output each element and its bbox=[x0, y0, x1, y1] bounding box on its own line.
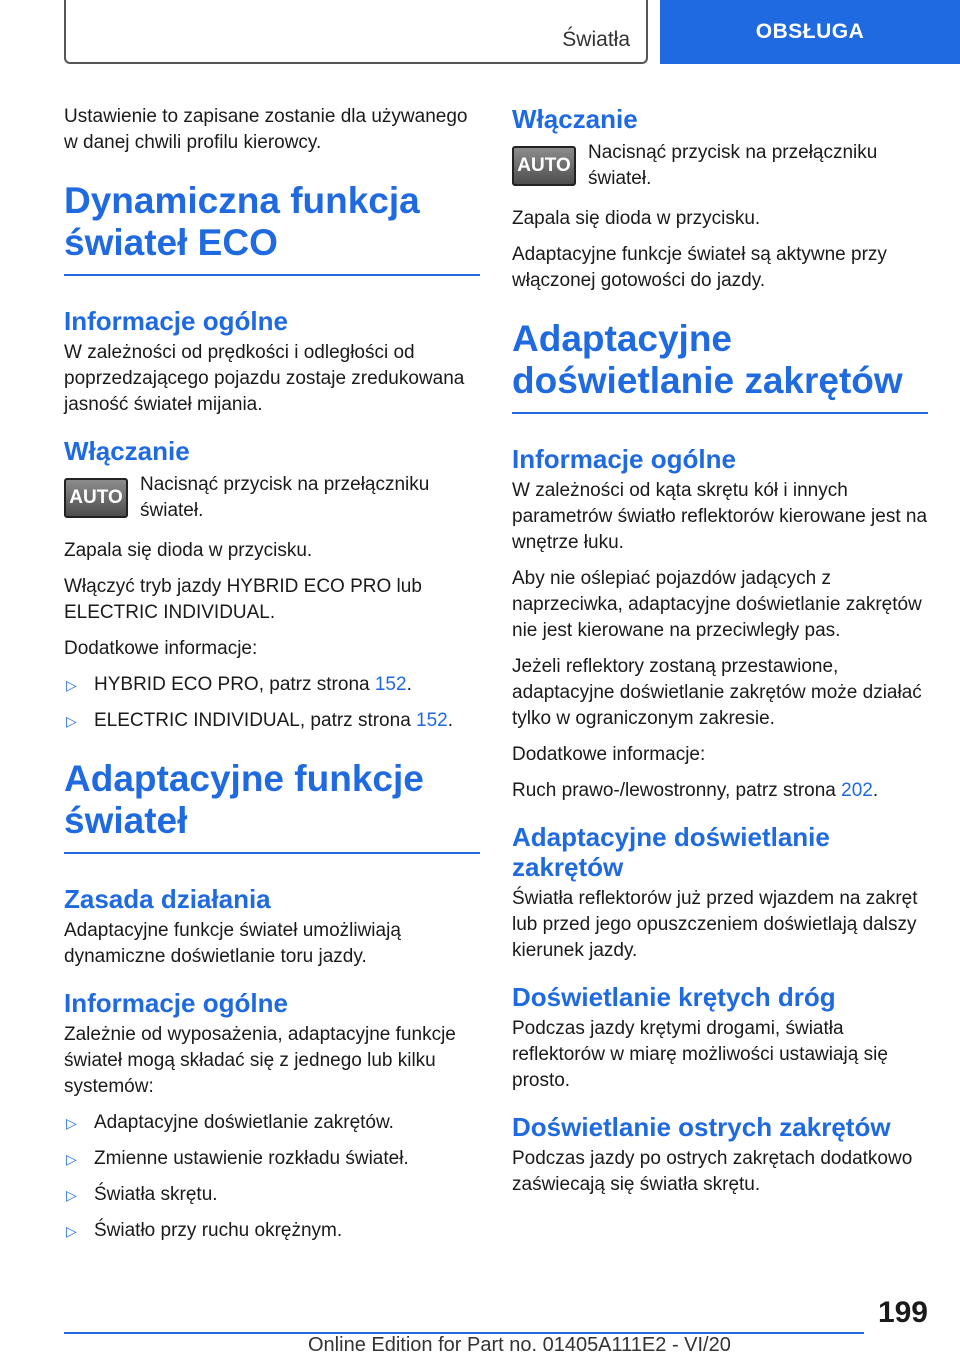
triangle-bullet-icon: ▷ bbox=[66, 1223, 77, 1239]
triangle-bullet-icon: ▷ bbox=[66, 1187, 77, 1203]
left-column bbox=[64, 104, 480, 1254]
intro-text: Ustawienie to zapisane zostanie dla używanego w danej chwili profilu kierowcy. bbox=[64, 106, 468, 153]
auto-button-icon: AUTO bbox=[64, 478, 128, 518]
list-item: ▷ HYBRID ECO PRO, patrz strona 152. bbox=[64, 672, 480, 698]
more-info-label: Dodatkowe informacje: bbox=[512, 744, 706, 765]
sharp-bends-text: Podczas jazdy po ostrych zakrętach dodatkowo zaświecają się światła skrętu. bbox=[512, 1148, 913, 1195]
page-link[interactable]: 152 bbox=[416, 710, 448, 731]
heading-adaptive-lights: Adaptacyjne funkcje świateł bbox=[64, 758, 480, 854]
heading-principle: Zasada działania bbox=[64, 884, 271, 914]
active-text: Adaptacyjne funkcje świateł są aktywne przy włączonej gotowości do jazdy. bbox=[512, 244, 887, 291]
traffic-reference: Ruch prawo-/lewostronny, patrz strona 202. bbox=[512, 780, 879, 801]
right-column bbox=[512, 104, 928, 1208]
auto-instruction bbox=[512, 140, 928, 192]
list-item: ▷ ELECTRIC INDIVIDUAL, patrz strona 152. bbox=[64, 708, 480, 734]
heading-sharp-bends: Doświetlanie ostrych zakrętów bbox=[512, 1112, 891, 1142]
systems-list bbox=[64, 1110, 480, 1244]
adjust-text: Jeżeli reflektory zostaną przestawione, adaptacyjne doświetlanie zakrętów może działać tylko w ograniczonym zakresie. bbox=[512, 656, 922, 729]
triangle-bullet-icon: ▷ bbox=[66, 677, 77, 693]
auto-instruction bbox=[64, 472, 480, 524]
list-item: ▷ Światła skrętu. bbox=[64, 1182, 480, 1208]
heading-activation-eco: Włączanie bbox=[64, 436, 190, 466]
heading-activation-adaptive: Włączanie bbox=[512, 104, 638, 134]
list-item: ▷ Zmienne ustawienie rozkładu świateł. bbox=[64, 1146, 480, 1172]
header-chapter-tab: OBSŁUGA bbox=[660, 0, 960, 64]
heading-info-eco: Informacje ogólne bbox=[64, 306, 288, 336]
footer-edition: Online Edition for Part no. 01405A111E2 - VI/20 bbox=[308, 1334, 731, 1356]
page-link[interactable]: 152 bbox=[374, 674, 407, 695]
heading-cornering: Adaptacyjne doświetlanie zakrętów bbox=[512, 318, 928, 414]
header-section-title: Światła bbox=[562, 28, 630, 51]
auto-instruction-text: Nacisnąć przycisk na przełączniku świateł. bbox=[140, 474, 430, 521]
info-eco-text: W zależności od prędkości i odległości od poprzedzającego pojazdu zostaje zredukowana jasność świateł mijania. bbox=[64, 342, 465, 415]
info-adaptive-text: Zależnie od wyposażenia, adaptacyjne funkcje świateł mogą składać się z jednego lub kilku systemów: bbox=[64, 1024, 456, 1097]
heading-adaptive-cornering: Adaptacyjne doświetlanie zakrętów bbox=[512, 822, 830, 882]
mode-text: Włączyć tryb jazdy HYBRID ECO PRO lub ELECTRIC INDIVIDUAL. bbox=[64, 576, 422, 623]
page-link[interactable]: 202 bbox=[841, 780, 873, 801]
adaptive-cornering-text: Światła reflektorów już przed wjazdem na zakręt lub przed jego opuszczeniem doświetlają dalszy kierunek jazdy. bbox=[512, 888, 918, 961]
info-cornering-text: W zależności od kąta skrętu kół i innych parametrów światło reflektorów kierowane jest na wnętrze łuku. bbox=[512, 480, 928, 553]
glare-text: Aby nie oślepiać pojazdów jadących z naprzeciwka, adaptacyjne doświetlanie zakrętów nie jest kierowane na przeciwległy pas. bbox=[512, 568, 922, 641]
triangle-bullet-icon: ▷ bbox=[66, 1115, 77, 1131]
led-text: Zapala się dioda w przycisku. bbox=[64, 540, 313, 561]
header-frame bbox=[64, 0, 648, 64]
list-item: ▷ Światło przy ruchu okrężnym. bbox=[64, 1218, 480, 1244]
heading-winding-roads: Doświetlanie krętych dróg bbox=[512, 982, 836, 1012]
triangle-bullet-icon: ▷ bbox=[66, 1151, 77, 1167]
auto-instruction-text: Nacisnąć przycisk na przełączniku świateł. bbox=[588, 142, 878, 189]
heading-eco: Dynamiczna funkcja świateł ECO bbox=[64, 180, 480, 276]
page-number: 199 bbox=[877, 1296, 928, 1329]
list-item: ▷ Adaptacyjne doświetlanie zakrętów. bbox=[64, 1110, 480, 1136]
auto-button-icon: AUTO bbox=[512, 146, 576, 186]
led-text: Zapala się dioda w przycisku. bbox=[512, 208, 761, 229]
triangle-bullet-icon: ▷ bbox=[66, 713, 77, 729]
reference-list bbox=[64, 672, 480, 734]
heading-info-adaptive: Informacje ogólne bbox=[64, 988, 288, 1018]
winding-roads-text: Podczas jazdy krętymi drogami, światła reflektorów w miarę możliwości ustawiają się prosto. bbox=[512, 1018, 888, 1091]
principle-text: Adaptacyjne funkcje świateł umożliwiają dynamiczne doświetlanie toru jazdy. bbox=[64, 920, 401, 967]
more-info-label: Dodatkowe informacje: bbox=[64, 638, 258, 659]
heading-info-cornering: Informacje ogólne bbox=[512, 444, 736, 474]
